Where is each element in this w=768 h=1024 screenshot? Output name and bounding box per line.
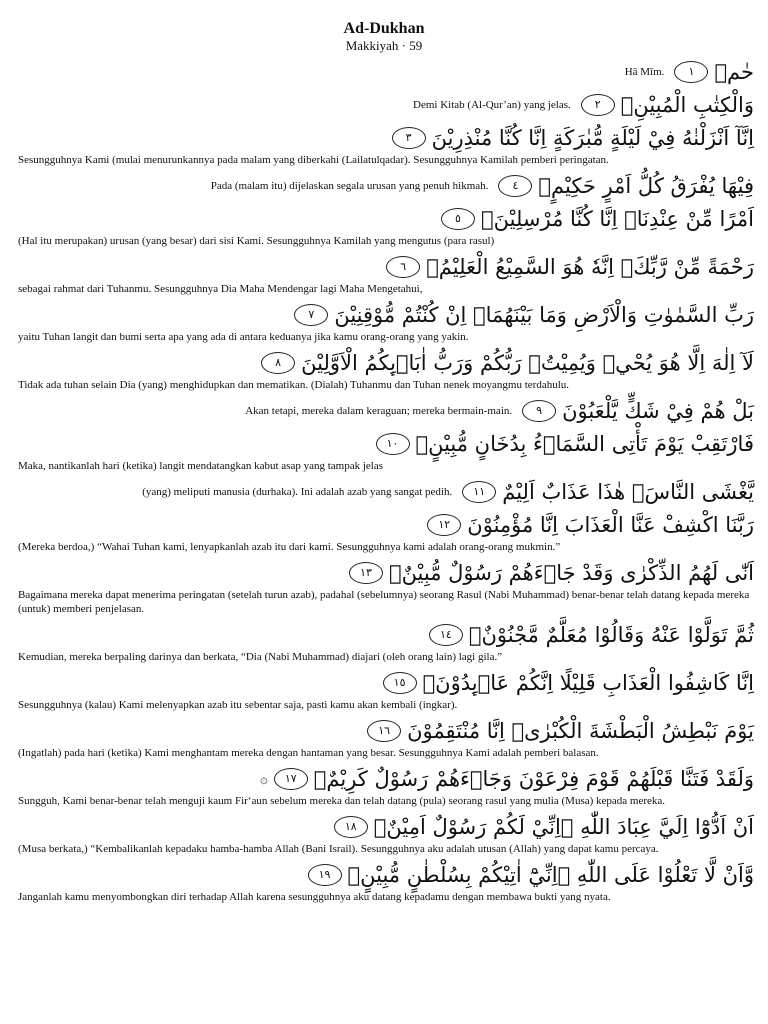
verse-translation: (yang) meliputi manusia (durhaka). Ini adalah azab yang sangat pedih. [142, 486, 453, 498]
verse-16 [18, 717, 754, 760]
verse-arabic: اَنّٰى لَهُمُ الذِّكْرٰى وَقَدْ جَاۤءَهُمْ رَسُوْلٌ مُّبِيْنٌۙ [388, 561, 754, 585]
verse-6 [18, 253, 754, 296]
verse-translation: Hā Mīm. [624, 66, 665, 78]
verse-translation: (Ingatlah) pada hari (ketika) Kami menghantam mereka dengan hantaman yang besar. Sesungguhnya Kami adalah pemberi balasan. [18, 747, 599, 759]
verse-translation: Bagaimana mereka dapat menerima peringatan (setelah turun azab), padahal (sebelumnya) seorang Rasul (Nabi Muhammad) benar-benar telah datang kepada mereka (untuk) memberi penjelasan. [18, 589, 750, 615]
verse-number: ٣ [392, 127, 426, 149]
verse-arabic: حٰمۤ [714, 60, 754, 84]
verse-3 [18, 124, 754, 167]
verse-2 [18, 91, 754, 119]
verse-8 [18, 349, 754, 392]
verse-translation: Tidak ada tuhan selain Dia (yang) menghidupkan dan mematikan. (Dialah) Tuhanmu dan Tuhan nenek moyangmu terdahulu. [18, 379, 570, 391]
verse-translation: yaitu Tuhan langit dan bumi serta apa yang ada di antara keduanya jika kamu orang-orang yang yakin. [18, 331, 469, 343]
verse-number: ١ [674, 61, 708, 83]
verse-19 [18, 861, 754, 904]
verse-11 [18, 478, 754, 506]
verse-arabic: فِيْهَا يُفْرَقُ كُلُّ اَمْرٍ حَكِيْمٍۙ [538, 174, 754, 198]
verse-arabic: وَلَقَدْ فَتَنَّا قَبْلَهُمْ قَوْمَ فِرْعَوْنَ وَجَاۤءَهُمْ رَسُوْلٌ كَرِيْمٌۙ [313, 767, 754, 791]
verse-arabic: اَمْرًا مِّنْ عِنْدِنَاۗ اِنَّا كُنَّا مُرْسِلِيْنَۖ [481, 207, 754, 231]
verse-arabic: رَبَّنَا اكْشِفْ عَنَّا الْعَذَابَ اِنَّا مُؤْمِنُوْنَ [467, 513, 754, 537]
verse-4 [18, 172, 754, 200]
page-header [0, 0, 768, 54]
verse-14 [18, 621, 754, 664]
verse-translation: (Hal itu merupakan) urusan (yang besar) dari sisi Kami. Sesungguhnya Kamilah yang mengutus (para rasul) [18, 235, 495, 247]
verse-translation: Pada (malam itu) dijelaskan segala urusan yang penuh hikmah. [210, 180, 489, 192]
verse-number: ١٧ [274, 768, 308, 790]
verse-number: ٥ [441, 208, 475, 230]
verse-number: ١٦ [367, 720, 401, 742]
surah-subtitle: Makkiyah · 59 [345, 38, 423, 53]
verse-17 [18, 765, 754, 808]
verse-1 [18, 58, 754, 86]
verse-15 [18, 669, 754, 712]
verse-number: ١٣ [349, 562, 383, 584]
verse-number: ١٢ [427, 514, 461, 536]
verse-arabic: وَّاَنْ لَّا تَعْلُوْا عَلَى اللّٰهِ ۗاِنِّيْٓ اٰتِيْكُمْ بِسُلْطٰنٍ مُّبِيْنٍۚ [347, 863, 754, 887]
verse-number: ٤ [498, 175, 532, 197]
verse-number: ١٩ [308, 864, 342, 886]
verse-translation: Maka, nantikanlah hari (ketika) langit mendatangkan kabut asap yang tampak jelas [18, 460, 384, 472]
verse-translation: Kemudian, mereka berpaling darinya dan berkata, “Dia (Nabi Muhammad) diajari (oleh orang lain) lagi gila.” [18, 651, 503, 663]
verse-10 [18, 430, 754, 473]
verse-translation: sebagai rahmat dari Tuhanmu. Sesungguhnya Dia Maha Mendengar lagi Maha Mengetahui, [18, 283, 423, 295]
verse-translation: Akan tetapi, mereka dalam keraguan; mereka bermain-main. [245, 405, 513, 417]
verse-arabic: لَآ اِلٰهَ اِلَّا هُوَ يُحْيٖ وَيُمِيْتُۗ رَبُّكُمْ وَرَبُّ اٰبَاۤىِٕكُمُ الْاَوَّلِيْنَ [301, 351, 754, 375]
verse-number: ٦ [386, 256, 420, 278]
verse-number: ١٤ [429, 624, 463, 646]
verse-arabic: اَنْ اَدُّوْٓا اِلَيَّ عِبَادَ اللّٰهِ ۗاِنِّيْ لَكُمْ رَسُوْلٌ اَمِيْنٌۙ [373, 815, 754, 839]
verse-arabic: وَالْكِتٰبِ الْمُبِيْنِۙ [620, 93, 754, 117]
verse-arabic: فَارْتَقِبْ يَوْمَ تَأْتِى السَّمَاۤءُ بِدُخَانٍ مُّبِيْنٍۙ [415, 432, 754, 456]
verse-translation: Demi Kitab (Al-Qur’an) yang jelas. [413, 99, 571, 111]
verse-translation: Sesungguhnya Kami (mulai menurunkannya pada malam yang diberkahi (Lailatulqadar). Sesungguhnya Kamilah pemberi peringatan. [18, 154, 609, 166]
verse-number: ١٠ [376, 433, 410, 455]
verse-arabic: بَلْ هُمْ فِيْ شَكٍّ يَّلْعَبُوْنَ [562, 399, 754, 423]
verse-number: ١٥ [383, 672, 417, 694]
verse-arabic: يَوْمَ نَبْطِشُ الْبَطْشَةَ الْكُبْرٰىۚ اِنَّا مُنْتَقِمُوْنَ [407, 719, 754, 743]
verse-number: ٢ [581, 94, 615, 116]
verse-12 [18, 511, 754, 554]
verse-list [18, 58, 754, 909]
verse-number: ٧ [294, 304, 328, 326]
verse-arabic: اِنَّا كَاشِفُوا الْعَذَابِ قَلِيْلًا اِنَّكُمْ عَاۤىِٕدُوْنَۘ [422, 671, 754, 695]
verse-number: ١١ [462, 481, 496, 503]
verse-arabic: يَّغْشَى النَّاسَۗ هٰذَا عَذَابٌ اَلِيْمٌ [502, 480, 754, 504]
verse-number: ١٨ [334, 816, 368, 838]
verse-translation: Sesungguhnya (kalau) Kami melenyapkan azab itu sebentar saja, pasti kamu akan kembali (ingkar). [18, 699, 458, 711]
verse-13 [18, 559, 754, 616]
verse-5 [18, 205, 754, 248]
surah-title: Ad-Dukhan [343, 20, 425, 37]
verse-7 [18, 301, 754, 344]
hizb-marker-icon: ۞ [260, 771, 268, 786]
verse-arabic: ثُمَّ تَوَلَّوْا عَنْهُ وَقَالُوْا مُعَلَّمٌ مَّجْنُوْنٌۘ [468, 623, 754, 647]
verse-translation: (Mereka berdoa,) “Wahai Tuhan kami, lenyapkanlah azab itu dari kami. Sesungguhnya kami adalah orang-orang mukmin.” [18, 541, 561, 553]
verse-18 [18, 813, 754, 856]
verse-arabic: رَبِّ السَّمٰوٰتِ وَالْاَرْضِ وَمَا بَيْنَهُمَاۘ اِنْ كُنْتُمْ مُّوْقِنِيْنَ [334, 303, 754, 327]
verse-arabic: رَحْمَةً مِّنْ رَّبِّكَۗ اِنَّهٗ هُوَ السَّمِيْعُ الْعَلِيْمُۗ [426, 255, 754, 279]
verse-9 [18, 397, 754, 425]
verse-translation: (Musa berkata,) “Kembalikanlah kepadaku hamba-hamba Allah (Bani Israil). Sesungguhnya aku adalah utusan (Allah) yang dapat kamu percaya. [18, 843, 659, 855]
verse-translation: Sungguh, Kami benar-benar telah menguji kaum Fir‘aun sebelum mereka dan telah datang (pula) seorang rasul yang mulia (Musa) kepada mereka. [18, 795, 666, 807]
verse-translation: Janganlah kamu menyombongkan diri terhadap Allah karena sesungguhnya aku datang kepadamu dengan membawa bukti yang nyata. [18, 891, 611, 903]
verse-number: ٨ [261, 352, 295, 374]
verse-number: ٩ [522, 400, 556, 422]
verse-arabic: اِنَّآ اَنْزَلْنٰهُ فِيْ لَيْلَةٍ مُّبٰرَكَةٍ اِنَّا كُنَّا مُنْذِرِيْنَ [431, 126, 754, 150]
